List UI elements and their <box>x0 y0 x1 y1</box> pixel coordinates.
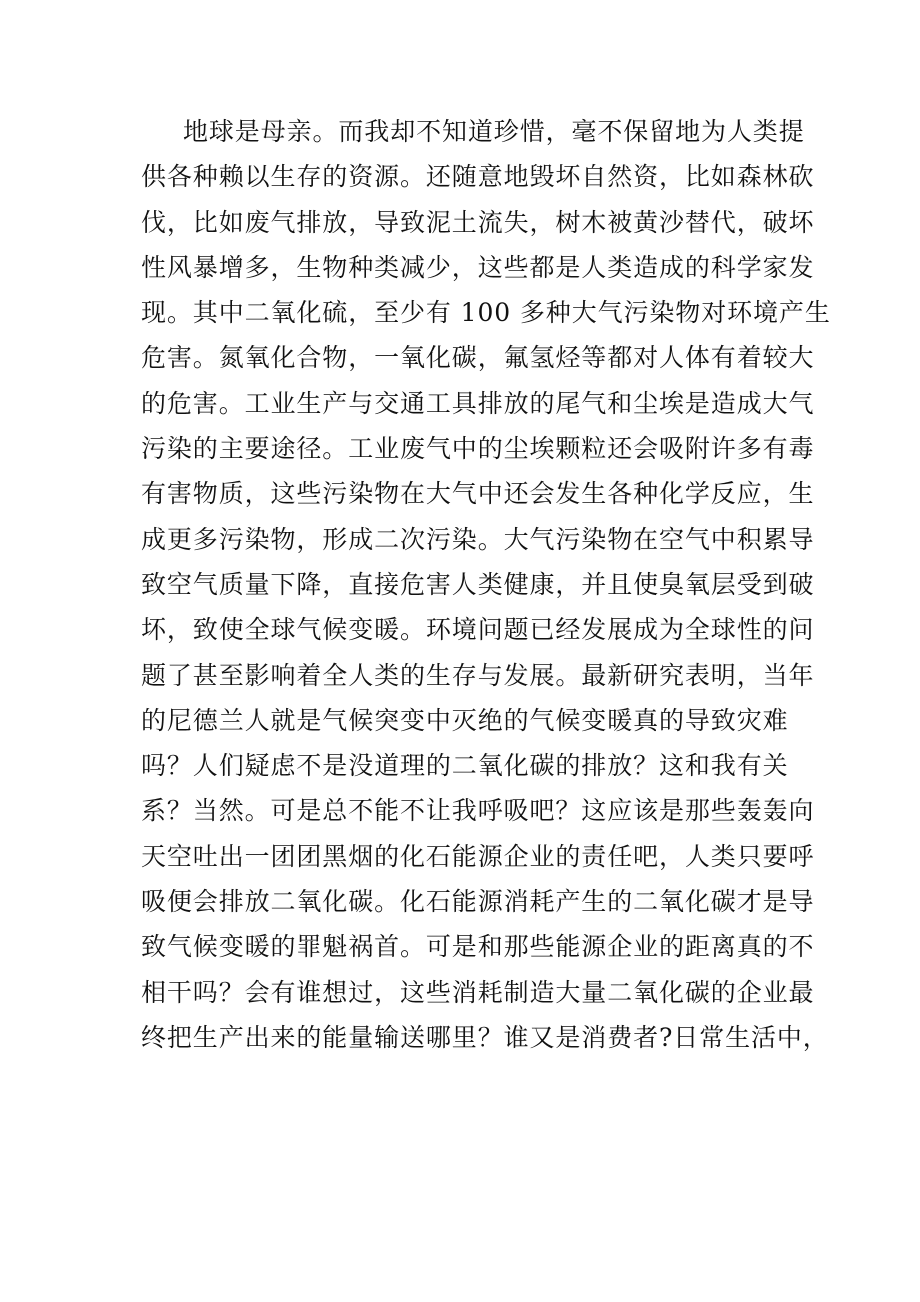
paragraph-line-2: 供各种赖以生存的资源。还随意地毁坏自然资，比如森林砍 <box>141 162 815 192</box>
paragraph-line-11: 致空气质量下降，直接危害人类健康，并且使臭氧层受到破 <box>141 569 815 599</box>
paragraph-line-12: 坏，致使全球气候变暖。环境问题已经发展成为全球性的问 <box>141 615 815 645</box>
body-paragraph <box>141 109 831 1060</box>
paragraph-line-18: 吸便会排放二氧化碳。化石能源消耗产生的二氧化碳才是导 <box>141 887 815 917</box>
paragraph-line-10: 成更多污染物，形成二次污染。大气污染物在空气中积累导 <box>141 524 815 554</box>
paragraph-line-3: 伐，比如废气排放，导致泥土流失，树木被黄沙替代，破坏 <box>141 207 815 237</box>
paragraph-line-8: 污染的主要途径。工业废气中的尘埃颗粒还会吸附许多有毒 <box>141 434 815 464</box>
paragraph-line-20: 相干吗？会有谁想过，这些消耗制造大量二氧化碳的企业最 <box>141 977 815 1007</box>
paragraph-line-1: 地球是母亲。而我却不知道珍惜，毫不保留地为人类提 <box>183 117 805 146</box>
paragraph-line-21: 终把生产出来的能量输送哪里？谁又是消费者?日常生活中， <box>141 1022 829 1052</box>
paragraph-line-17: 天空吐出一团团黑烟的化石能源企业的责任吧，人类只要呼 <box>141 841 815 871</box>
paragraph-line-14: 的尼德兰人就是气候突变中灭绝的气候变暖真的导致灾难 <box>141 705 789 735</box>
paragraph-line-13: 题了甚至影响着全人类的生存与发展。最新研究表明，当年 <box>141 660 815 690</box>
paragraph-line-9: 有害物质，这些污染物在大气中还会发生各种化学反应，生 <box>141 479 815 509</box>
paragraph-line-16: 系？当然。可是总不能不让我呼吸吧？这应该是那些轰轰向 <box>141 796 815 826</box>
paragraph-line-19: 致气候变暖的罪魁祸首。可是和那些能源企业的距离真的不 <box>141 932 815 962</box>
paragraph-line-6: 危害。氮氧化合物，一氧化碳，氟氢烃等都对人体有着较大 <box>141 343 815 373</box>
paragraph-line-5: 现。其中二氧化硫，至少有 100 多种大气污染物对环境产生 <box>141 298 831 328</box>
paragraph-line-7: 的危害。工业生产与交通工具排放的尾气和尘埃是造成大气 <box>141 388 815 418</box>
paragraph-line-15: 吗？人们疑虑不是没道理的二氧化碳的排放？这和我有关 <box>141 751 789 781</box>
paragraph-line-4: 性风暴增多，生物种类减少，这些都是人类造成的科学家发 <box>141 252 815 282</box>
